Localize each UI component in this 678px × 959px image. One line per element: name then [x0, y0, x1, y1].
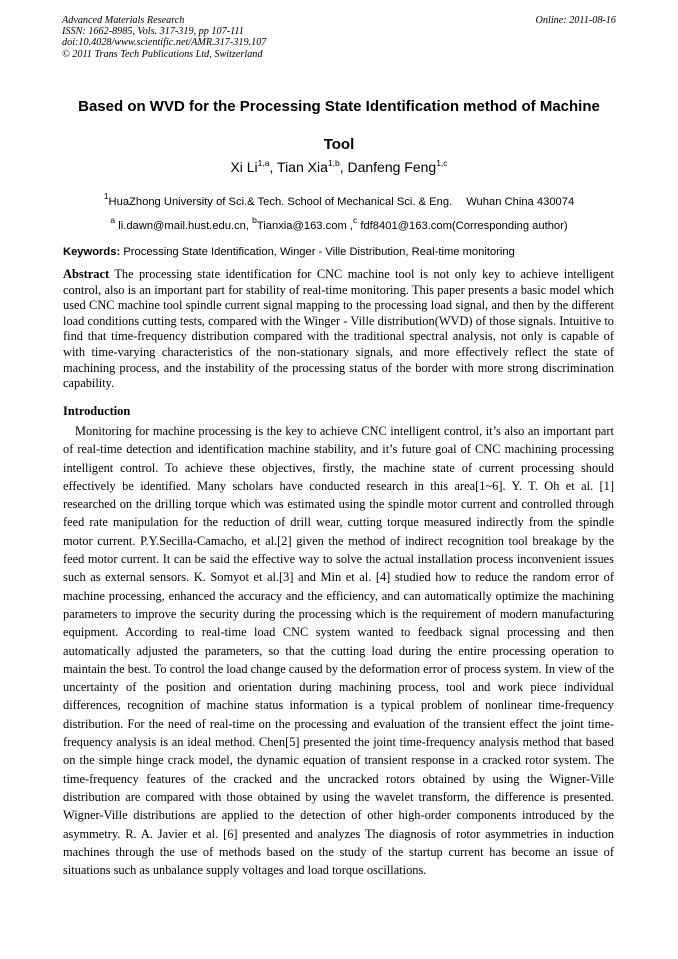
issn-line: ISSN: 1662-8985, Vols. 317-319, pp 107-111	[62, 26, 244, 38]
affiliation-location: Wuhan China 430074	[466, 196, 575, 208]
abstract-text: The processing state identification for CNC machine tool is not only key to achieve intelligent control, also is an important part for stability of real-time monitoring. This paper presents a basic model which used CNC machine tool spindle current signal mapping to the processing load signal, and then by the different load conditions cutting tests, compared with the Winger - Ville distribution(WVD) of those signals. Intuitive to find that time-frequency distribution compared with the traditional spectral analysis, not only is capable of with time-varying characteristics of the non-stationary signals, and more effectively reflect the state of machining process, and the instability of the processing status of the border with more strong discrimination capability.	[63, 267, 615, 391]
abstract-label: Abstract	[63, 267, 110, 281]
email-list	[62, 215, 616, 233]
journal-name: Advanced Materials Research	[62, 15, 185, 26]
email-mark: a	[110, 215, 116, 225]
email-b[interactable]: Tianxia@163.com ,	[256, 220, 353, 232]
author-affiliation-mark: 1,c	[436, 158, 448, 168]
online-date: Online: 2011-08-16	[535, 15, 616, 26]
email-mark: b	[252, 215, 257, 225]
keywords-items: Processing State Identification, Winger - Ville Distribution, Real-time monitoring	[123, 246, 515, 258]
author-name: Danfeng Feng	[347, 159, 437, 175]
keywords	[63, 245, 623, 259]
affiliation-text: HuaZhong University of Sci.& Tech. School of Mechanical Sci. & Eng.	[108, 196, 453, 208]
abstract	[63, 267, 614, 392]
email-a[interactable]: li.dawn@mail.hust.edu.cn,	[118, 220, 249, 232]
email-c[interactable]: fdf8401@163.com(Corresponding author)	[360, 220, 568, 232]
affiliation	[62, 191, 616, 209]
copyright-line: © 2011 Trans Tech Publications Ltd, Switzerland	[62, 48, 263, 60]
introduction-body: Monitoring for machine processing is the key to achieve CNC intelligent control, it’s also an important part of real-time detection and identification machine stability, and it’s future goal of CNC machining processing intelligent control. To achieve these objectives, firstly, the machine state of current processing should effectively be identified. Many scholars have conducted research in this area[1~6]. Y. T. Oh et al. [1] researched on the drilling torque which was estimated using the spindle motor current and controlled through feed rate manipulation for the reduction of drill wear, cutting torque measured indirectly from the spindle motor current. P.Y.Secilla-Camacho, et al.[2] given the method of indirect recognition tool breakage by the feed motor current. It can be said the effective way to solve the actual installation process inconvenient issues such as external sensors. K. Somyot et al.[3] and Min et al. [4] studied how to reduce the random error of machine processing, enhanced the accuracy and the efficiency, and can automatically optimize the machining parameters to improve the security during the processing which is the requirement of modern manufacturing equipment. According to real-time load CNC system wanted to feedback signal processing and then automatically adjusted the parameters, so that the cutting load during the entire processing operation to maintain the best. To control the load change caused by the deformation error of process system. In view of the uncertainty of the position and orientation during machining process, tool and work piece individual differences, recognition of machine status information is a typical problem of nonlinear time-frequency distribution. For the need of real-time on the processing and evaluation of the transient effect the joint time-frequency analysis is an ideal method. Chen[5] presented the joint time-frequency analysis method that based on the simple hinge crack model, the dynamic equation of transient response in a cracked rotor system. The time-frequency features of the cracked and the uncracked rotors obtained by using the Wigner-Ville distribution are compared with those obtained by using the wavelet transform, the difference is presented. Wigner-Ville distributions are applied to the detection of other high-order components introduced by the asymmetry. R. A. Javier et al. [6] presented and analyzes The diagnosis of rotor asymmetries in induction machines through the use of methods based on the study of the startup current has become an issue of situations such as unbalance supply voltages and load torque oscillations.	[63, 424, 614, 878]
doi-line[interactable]: doi:10.4028/www.scientific.net/AMR.317-319.107	[62, 37, 267, 49]
paper-title: Based on WVD for the Processing State Identification method of Machine Tool	[78, 98, 600, 153]
author-affiliation-mark: 1,a	[257, 158, 270, 168]
author-name: Xi Li	[230, 159, 258, 175]
email-mark: c	[352, 215, 358, 225]
author-list: Xi Li$^{1,a}$, Tian Xia$^{1,b}$, Danfeng Feng$^{1,c}$	[230, 158, 448, 175]
keywords-label: Keywords:	[63, 246, 121, 258]
author-affiliation-mark: 1,b	[327, 158, 340, 168]
author-name: Tian Xia	[277, 159, 328, 175]
section-heading-introduction: Introduction	[63, 404, 131, 418]
affiliation-mark: 1	[103, 191, 109, 201]
journal-header	[62, 15, 266, 60]
